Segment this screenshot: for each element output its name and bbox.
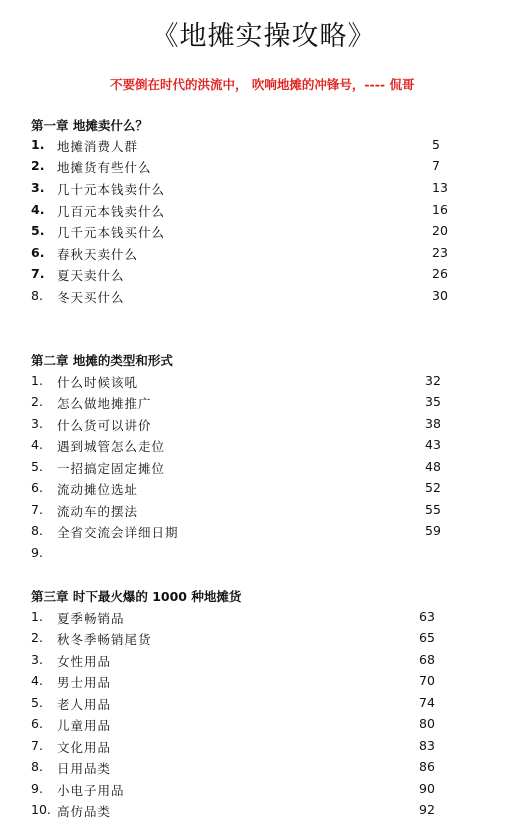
item-number: 3. [31, 180, 45, 195]
item-page: 55 [425, 502, 441, 517]
item-text: 老人用品 [57, 697, 112, 712]
item-number: 4. [31, 673, 43, 688]
item-number: 5. [31, 695, 43, 710]
item-page: 20 [432, 223, 448, 238]
item-text: 儿童用品 [57, 718, 112, 733]
item-number: 6. [31, 245, 45, 260]
toc-item[interactable] [31, 523, 491, 543]
item-number: 3. [31, 652, 43, 667]
item-text: 什么时候该吼 [57, 375, 139, 390]
item-text: 地摊消费人群 [57, 139, 139, 154]
toc-item[interactable] [31, 716, 491, 736]
chapter-2-heading: 第二章 地摊的类型和形式 [31, 353, 173, 368]
item-text: 一招搞定固定摊位 [57, 461, 166, 476]
item-number: 7. [31, 738, 43, 753]
item-page: 43 [425, 437, 441, 452]
item-text: 女性用品 [57, 654, 112, 669]
toc-item[interactable] [31, 459, 491, 479]
item-text: 高仿品类 [57, 804, 112, 819]
item-text: 冬天买什么 [57, 290, 125, 305]
toc-item[interactable] [31, 245, 491, 265]
item-page: 68 [419, 652, 435, 667]
item-page: 32 [425, 373, 441, 388]
item-text: 夏天卖什么 [57, 268, 125, 283]
item-page: 35 [425, 394, 441, 409]
item-page: 59 [425, 523, 441, 538]
toc-item[interactable] [31, 502, 491, 522]
item-number: 5. [31, 223, 45, 238]
item-text: 什么货可以讲价 [57, 418, 152, 433]
item-number: 7. [31, 502, 43, 517]
toc-item[interactable] [31, 158, 491, 178]
chapter-1-heading: 第一章 地摊卖什么？ [31, 118, 148, 133]
item-page: 26 [432, 266, 448, 281]
item-text: 地摊货有些什么 [57, 160, 152, 175]
item-number: 5. [31, 459, 43, 474]
toc-item[interactable] [31, 288, 491, 308]
item-text: 几百元本钱卖什么 [57, 204, 166, 219]
item-text: 文化用品 [57, 740, 112, 755]
toc-item[interactable] [31, 416, 491, 436]
item-page: 63 [419, 609, 435, 624]
item-number: 3. [31, 416, 43, 431]
toc-item[interactable] [31, 781, 491, 801]
item-page: 74 [419, 695, 435, 710]
toc-item[interactable] [31, 545, 491, 565]
item-page: 48 [425, 459, 441, 474]
item-page: 65 [419, 630, 435, 645]
toc-item[interactable] [31, 652, 491, 672]
item-number: 2. [31, 630, 43, 645]
item-page: 80 [419, 716, 435, 731]
item-text: 全省交流会详细日期 [57, 525, 179, 540]
item-number: 1. [31, 609, 43, 624]
item-text: 遇到城管怎么走位 [57, 439, 166, 454]
toc-item[interactable] [31, 437, 491, 457]
chapter-3-heading: 第三章 时下最火爆的 1000 种地摊货 [31, 589, 242, 604]
toc-item[interactable] [31, 373, 491, 393]
item-text: 流动摊位选址 [57, 482, 139, 497]
toc-item[interactable] [31, 630, 491, 650]
item-number: 9. [31, 545, 43, 560]
toc-item[interactable] [31, 394, 491, 414]
toc-item[interactable] [31, 180, 491, 200]
item-number: 9. [31, 781, 43, 796]
item-page: 30 [432, 288, 448, 303]
item-page: 70 [419, 673, 435, 688]
toc-item[interactable] [31, 802, 491, 822]
toc-item[interactable] [31, 609, 491, 629]
item-number: 2. [31, 394, 43, 409]
toc-item[interactable] [31, 202, 491, 222]
item-page: 5 [432, 137, 440, 152]
item-number: 8. [31, 288, 43, 303]
item-page: 83 [419, 738, 435, 753]
document-title: 《地摊实操攻略》 [151, 21, 376, 52]
item-number: 8. [31, 523, 43, 538]
item-text: 春秋天卖什么 [57, 247, 139, 262]
item-text: 怎么做地摊推广 [57, 396, 152, 411]
item-text: 流动车的摆法 [57, 504, 139, 519]
item-number: 8. [31, 759, 43, 774]
item-page: 38 [425, 416, 441, 431]
item-number: 6. [31, 716, 43, 731]
toc-item[interactable] [31, 695, 491, 715]
item-number: 2. [31, 158, 45, 173]
item-number: 4. [31, 437, 43, 452]
item-text: 几千元本钱买什么 [57, 225, 166, 240]
item-page: 7 [432, 158, 440, 173]
item-number: 10. [31, 802, 51, 817]
toc-item[interactable] [31, 137, 491, 157]
toc-item[interactable] [31, 480, 491, 500]
toc-item[interactable] [31, 266, 491, 286]
item-number: 7. [31, 266, 45, 281]
toc-item[interactable] [31, 738, 491, 758]
item-page: 92 [419, 802, 435, 817]
item-text: 夏季畅销品 [57, 611, 125, 626]
item-page: 86 [419, 759, 435, 774]
item-page: 52 [425, 480, 441, 495]
toc-item[interactable] [31, 759, 491, 779]
item-text: 小电子用品 [57, 783, 125, 798]
item-page: 16 [432, 202, 448, 217]
item-number: 1. [31, 137, 45, 152]
motto-line: 不要倒在时代的洪流中， 吹响地摊的冲锋号，---- 侃哥 [110, 77, 415, 92]
item-number: 1. [31, 373, 43, 388]
item-number: 6. [31, 480, 43, 495]
item-page: 23 [432, 245, 448, 260]
item-number: 4. [31, 202, 45, 217]
toc-item[interactable] [31, 673, 491, 693]
item-text: 日用品类 [57, 761, 112, 776]
item-page: 90 [419, 781, 435, 796]
item-page: 13 [432, 180, 448, 195]
item-text: 男士用品 [57, 675, 112, 690]
item-text: 几十元本钱卖什么 [57, 182, 166, 197]
toc-item[interactable] [31, 223, 491, 243]
item-text: 秋冬季畅销尾货 [57, 632, 152, 647]
